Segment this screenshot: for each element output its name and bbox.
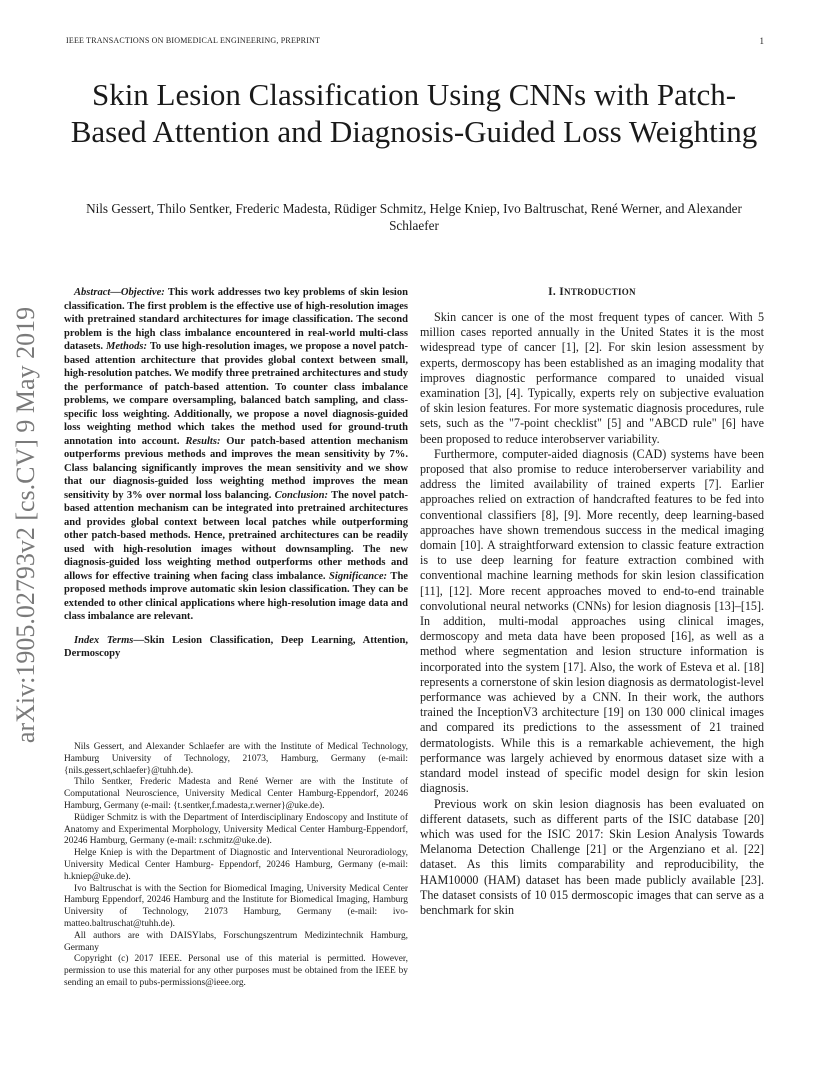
footnote-item: Rüdiger Schmitz is with the Department of Interdisciplinary Endoscopy and Institute of Anatomy and Experimental Morphology, University Medical Center Hamburg-Eppendorf, 20246 Hamburg, Germany (e-mail: r.schmitz@uke.de). xyxy=(64,812,408,847)
arxiv-stamp-text: arXiv:1905.02793v2 [cs.CV] 9 May 2019 xyxy=(11,306,40,744)
left-column xyxy=(64,286,408,661)
section-initial: I xyxy=(559,286,565,298)
abstract-conclusion-heading: Conclusion: xyxy=(274,489,328,501)
footnote-item: Thilo Sentker, Frederic Madesta and René Werner are with the Institute of Computational Neuroscience, University Medical Center Hamburg-Eppendorf, 20246 Hamburg, Germany (e-mail: {t.sentker,f.madesta,r.werner}@uke.de). xyxy=(64,777,408,811)
footnote-item: Nils Gessert, and Alexander Schlaefer are with the Institute of Medical Technology, Hamburg University of Technology, 21073, Hamburg, Germany (e-mail: {nils.gessert,schlaefer}@tuhh.de). xyxy=(64,742,408,776)
footnote-item: All authors are with DAISYlabs, Forschungszentrum Medizintechnik Hamburg, Germany xyxy=(64,930,408,953)
abstract-methods: To use high-resolution images, we propose a novel patch-based attention architecture that provides global context between small, high-resolution patches. We modify three pretrained architectures and study the performance of patch-based attention. To counter class imbalance problems, we compare oversampling, balanced batch sampling, and class-specific loss weighting. Additionally, we propose a novel diagnosis-guided loss weighting method which takes the method used for ground-truth annotation into account. xyxy=(64,341,408,447)
right-column xyxy=(420,286,764,918)
footnote-item: Helge Kniep is with the Department of Diagnostic and Interventional Neuroradiology, University Medical Center Hamburg- Eppendorf, 20246 Hamburg, Germany (e-mail: h.kniep@uke.de). xyxy=(64,848,408,882)
abstract-results: Our patch-based attention mechanism outperforms previous methods and improves the mean sensitivity by 7%. Class balancing significantly improves the mean sensitivity and we show that our diagnosis-guided loss weighting method improves the mean sensitivity by 3% over normal loss balancing. xyxy=(64,435,408,501)
arxiv-stamp xyxy=(8,285,44,765)
footnote-item: Ivo Baltruschat is with the Section for Biomedical Imaging, University Medical Center Hamburg Eppendorf, 20246 Hamburg and the Institute for Biomedical Imaging, Hamburg University of Technology, 21073 Hamburg, Germany (e-mail: ivo-matteo.baltruschat@tuhh.de). xyxy=(64,883,408,929)
page-number: 1 xyxy=(759,36,764,46)
introduction-body xyxy=(420,310,764,918)
abstract-results-heading: Results: xyxy=(185,435,221,447)
section-heading-introduction xyxy=(420,286,764,298)
running-head: IEEE TRANSACTIONS ON BIOMEDICAL ENGINEERING, PREPRINT xyxy=(66,36,321,45)
intro-paragraph: Previous work on skin lesion diagnosis has been evaluated on different datasets, such as different parts of the ISIC database [20] which was used for the ISIC 2017: Skin Lesion Analysis Towards Melanoma Detection Challenge [21] or the Argenziano et al. [22] dataset. As this limits comparability and reproducibility, the HAM10000 (HAM) dataset has been made publicly available [23]. The dataset consists of 10 015 dermoscopic images that can serve as a benchmark for skin xyxy=(420,796,764,917)
intro-paragraph: Skin cancer is one of the most frequent types of cancer. With 5 million cases reported annually in the United States it is the most widespread type of cancer [1], [2]. For skin lesion assessment by experts, dermoscopy has been established as an imaging modality that improves diagnostic performance compared to unaided visual examination [3], [4]. Typically, experts rely on subjective evaluation of skin lesion features. For more systematic diagnosis procedures, rule sets, such as the "7-point checklist" [5] and "ABCD rule" [6] have been proposed to reduce interobserver variability. xyxy=(420,310,764,446)
abstract-methods-heading: Methods: xyxy=(106,341,148,352)
abstract-conclusion: The novel patch-based attention mechanism can be integrated into pretrained architectures and provides global context between local patches while outperforming other patch-based methods. Hence, pretrained architectures can be readily used with high-resolution images without downsampling. The new diagnosis-guided loss weighting method outperforms other methods and allows for effective training when facing class imbalance. xyxy=(64,489,408,582)
footnote-copyright: Copyright (c) 2017 IEEE. Personal use of this material is permitted. However, permission to use this material for any other purposes must be obtained from the IEEE by sending an email to pubs-permissions@ieee.org. xyxy=(64,954,408,988)
intro-paragraph: Furthermore, computer-aided diagnosis (CAD) systems have been proposed that also promise to reduce interoberserver variability and address the limited availability of trained experts [7]. Earlier approaches relied on extraction of handcrafted features to be fed into conventional classifiers [8], [9]. More recently, deep learning-based approaches have shown tremendous success in the medical imaging domain [10]. A straightforward extension to classic feature extraction is to use deep learning for feature extraction combined with conventional machine learning methods for skin lesion classification [11], [12]. More recent approaches moved to end-to-end trainable convolutional neural networks (CNNs) for lesion diagnosis [13]–[15]. In addition, multi-modal approaches using clinical images, dermoscopy and meta data have been proposed [16], as well as a method where segmentation and lesion structure information is incorporated into the system [17]. Also, the work of Esteva et al. [18] represents a cornerstone of skin lesion diagnosis as dermatologist-level performance was achieved by a CNN. In their work, the authors trained the InceptionV3 architecture [19] on 130 000 clinical images and compared its predictions to the assessment of 21 trained dermatologists. While this is a remarkable achievement, the high performance was largely achieved by enormous dataset size with a standard model instead of specific model design for skin lesion diagnosis. xyxy=(420,446,764,796)
index-terms xyxy=(64,634,408,661)
abstract-objective: This work addresses two key problems of skin lesion classification. The first problem is the effective use of high-resolution images with pretrained standard architectures for image classification. The second problem is the high class imbalance encountered in real-world multi-class datasets. xyxy=(64,287,408,352)
abstract-lead: Abstract— xyxy=(74,287,121,298)
author-list: Nils Gessert, Thilo Sentker, Frederic Madesta, Rüdiger Schmitz, Helge Kniep, Ivo Baltruschat, René Werner, and Alexander Schlaefer xyxy=(86,201,742,233)
section-title-rest: NTRODUCTION xyxy=(564,287,636,297)
index-terms-lead: Index Terms xyxy=(74,634,134,646)
abstract-significance-heading: Significance: xyxy=(329,570,388,582)
abstract-objective-heading: Objective: xyxy=(120,287,165,298)
paper-title: Skin Lesion Classification Using CNNs with Patch-Based Attention and Diagnosis-Guided Loss Weighting xyxy=(70,77,758,149)
abstract-significance: The proposed methods improve automatic skin lesion classification. They can be extended to other clinical applications where high-resolution image data and class imbalance are relevant. xyxy=(64,570,408,622)
index-terms-text: —Skin Lesion Classification, Deep Learning, Attention, Dermoscopy xyxy=(64,634,409,659)
abstract xyxy=(64,286,408,624)
author-footnotes xyxy=(64,742,408,990)
section-number: I. xyxy=(548,286,560,298)
